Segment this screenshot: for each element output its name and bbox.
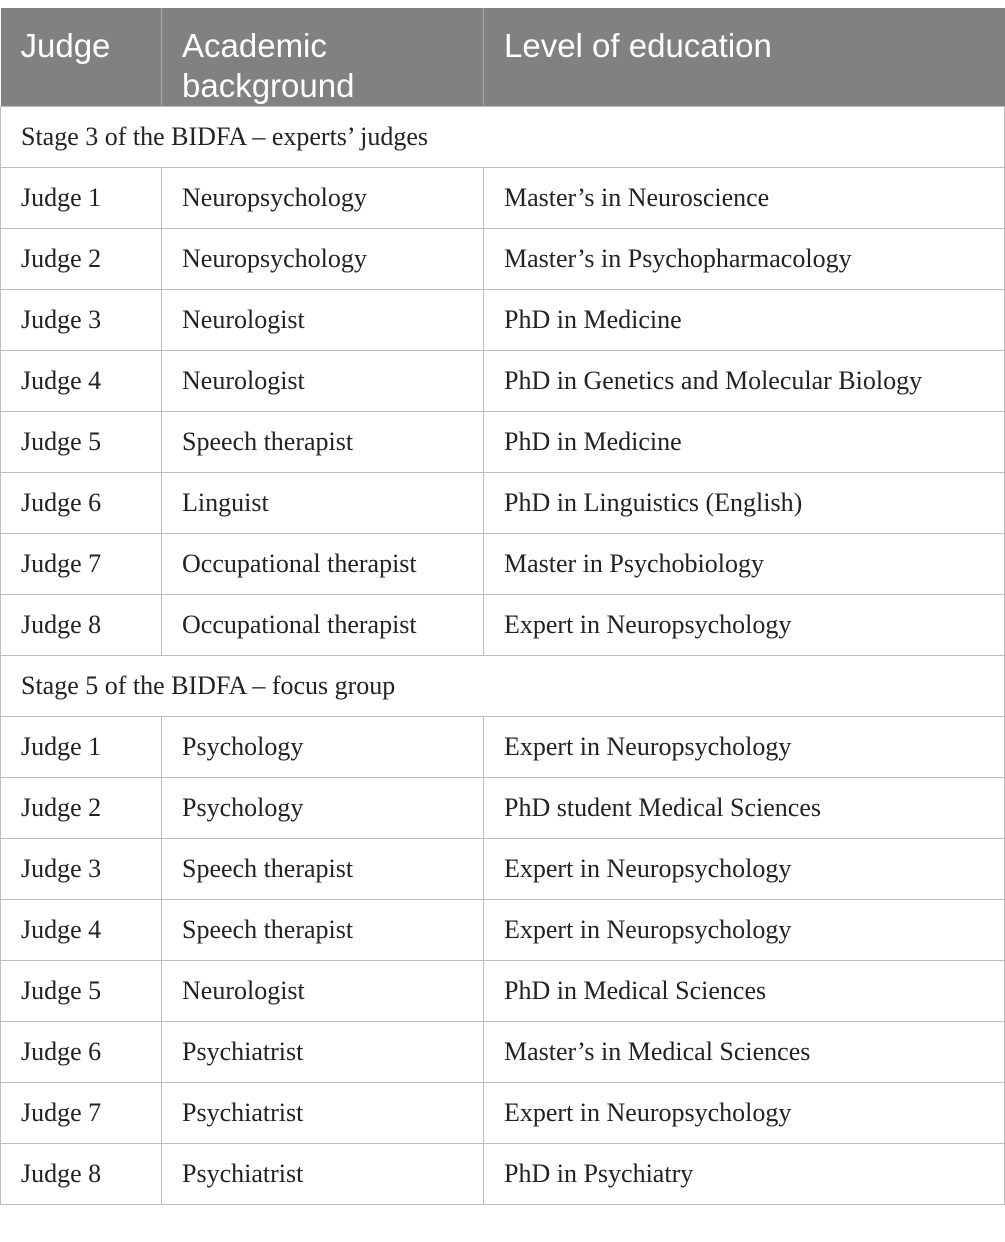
section-row-stage-5	[1, 656, 1005, 717]
cell-education: Master’s in Medical Sciences	[484, 1022, 1005, 1083]
judges-table-container	[0, 8, 1004, 1205]
cell-background: Occupational therapist	[162, 595, 484, 656]
cell-education: Master’s in Psychopharmacology	[484, 229, 1005, 290]
cell-judge: Judge 7	[1, 534, 162, 595]
cell-background: Neuropsychology	[162, 229, 484, 290]
cell-judge: Judge 8	[1, 595, 162, 656]
table-row	[1, 595, 1005, 656]
judges-table	[0, 8, 1005, 1205]
cell-education: PhD in Medicine	[484, 412, 1005, 473]
cell-judge: Judge 6	[1, 1022, 162, 1083]
header-academic-background: Academic background	[162, 8, 484, 107]
cell-judge: Judge 3	[1, 290, 162, 351]
table-row	[1, 1083, 1005, 1144]
section-row-stage-3	[1, 107, 1005, 168]
table-row	[1, 473, 1005, 534]
cell-background: Neurologist	[162, 351, 484, 412]
cell-judge: Judge 2	[1, 778, 162, 839]
table-row	[1, 717, 1005, 778]
header-judge: Judge	[1, 8, 162, 107]
table-row	[1, 1144, 1005, 1205]
cell-background: Occupational therapist	[162, 534, 484, 595]
table-row	[1, 351, 1005, 412]
table-body	[1, 107, 1005, 1205]
cell-background: Neurologist	[162, 961, 484, 1022]
header-level-of-education: Level of education	[484, 8, 1005, 107]
table-row	[1, 229, 1005, 290]
cell-judge: Judge 4	[1, 900, 162, 961]
cell-background: Speech therapist	[162, 412, 484, 473]
cell-judge: Judge 2	[1, 229, 162, 290]
cell-judge: Judge 7	[1, 1083, 162, 1144]
table-row	[1, 168, 1005, 229]
table-row	[1, 778, 1005, 839]
cell-education: PhD in Medical Sciences	[484, 961, 1005, 1022]
cell-education: Expert in Neuropsychology	[484, 595, 1005, 656]
cell-education: Expert in Neuropsychology	[484, 1083, 1005, 1144]
table-row	[1, 839, 1005, 900]
cell-education: PhD in Psychiatry	[484, 1144, 1005, 1205]
section-title: Stage 5 of the BIDFA – focus group	[1, 656, 1005, 717]
cell-background: Psychiatrist	[162, 1022, 484, 1083]
table-row	[1, 290, 1005, 351]
table-row	[1, 961, 1005, 1022]
cell-education: Master’s in Neuroscience	[484, 168, 1005, 229]
cell-background: Linguist	[162, 473, 484, 534]
cell-education: PhD in Medicine	[484, 290, 1005, 351]
table-row	[1, 412, 1005, 473]
cell-background: Speech therapist	[162, 900, 484, 961]
cell-background: Psychiatrist	[162, 1144, 484, 1205]
table-row	[1, 534, 1005, 595]
cell-background: Neuropsychology	[162, 168, 484, 229]
cell-background: Speech therapist	[162, 839, 484, 900]
section-title: Stage 3 of the BIDFA – experts’ judges	[1, 107, 1005, 168]
cell-judge: Judge 5	[1, 961, 162, 1022]
cell-judge: Judge 8	[1, 1144, 162, 1205]
cell-education: PhD in Linguistics (English)	[484, 473, 1005, 534]
cell-judge: Judge 5	[1, 412, 162, 473]
cell-judge: Judge 1	[1, 168, 162, 229]
cell-education: Expert in Neuropsychology	[484, 717, 1005, 778]
cell-background: Neurologist	[162, 290, 484, 351]
cell-background: Psychology	[162, 717, 484, 778]
cell-background: Psychiatrist	[162, 1083, 484, 1144]
cell-judge: Judge 3	[1, 839, 162, 900]
table-header	[1, 8, 1005, 107]
cell-judge: Judge 4	[1, 351, 162, 412]
cell-education: PhD in Genetics and Molecular Biology	[484, 351, 1005, 412]
cell-education: Expert in Neuropsychology	[484, 839, 1005, 900]
cell-education: Master in Psychobiology	[484, 534, 1005, 595]
cell-background: Psychology	[162, 778, 484, 839]
cell-judge: Judge 6	[1, 473, 162, 534]
table-row	[1, 1022, 1005, 1083]
cell-judge: Judge 1	[1, 717, 162, 778]
header-row	[1, 8, 1005, 107]
cell-education: PhD student Medical Sciences	[484, 778, 1005, 839]
cell-education: Expert in Neuropsychology	[484, 900, 1005, 961]
table-row	[1, 900, 1005, 961]
